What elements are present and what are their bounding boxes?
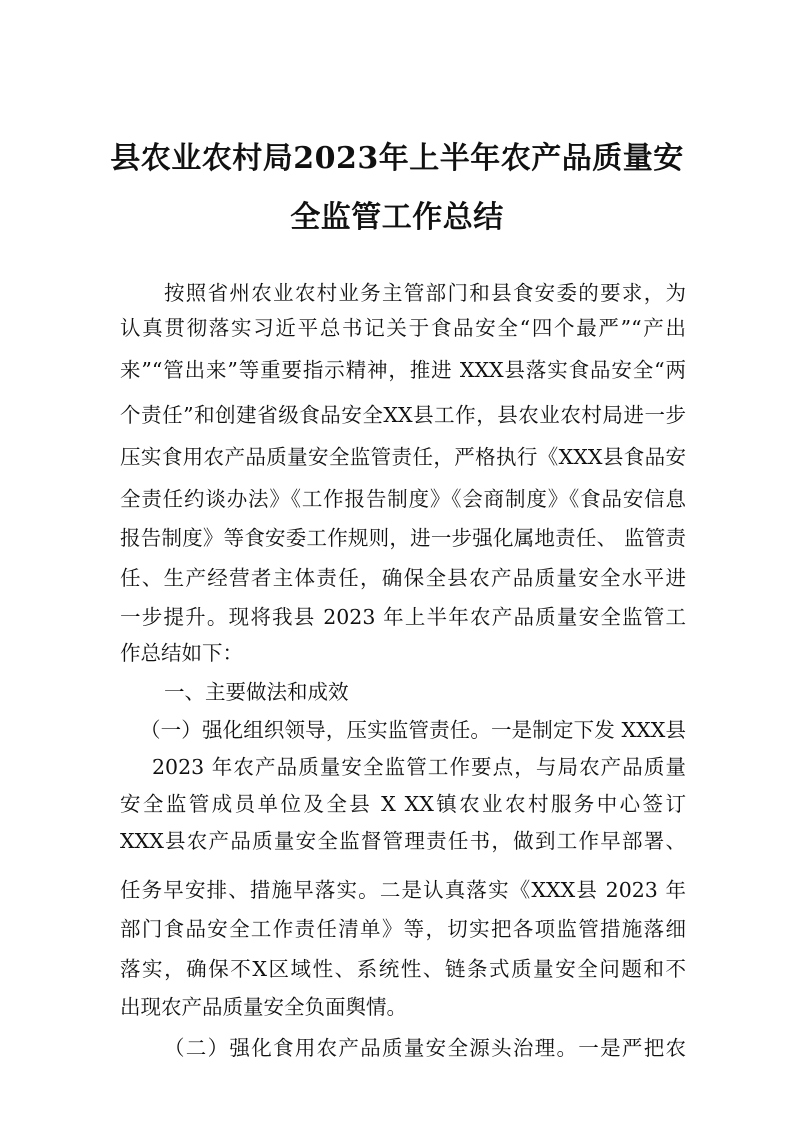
body-line-4: 个责任”和创建省级食品安全XX县工作，县农业农村局进一步: [120, 403, 686, 427]
body-line-8: 任、生产经营者主体责任，确保全县农产品质量安全水平进: [120, 566, 686, 590]
body-line-2: 认真贯彻落实习近平总书记关于食品安全“四个最严”“产出: [120, 316, 686, 340]
body-line-10: 作总结如下：: [120, 641, 243, 665]
body-line-6: 全责任约谈办法》《工作报告制度》《会商制度》《食品安信息: [120, 487, 686, 511]
body-line-17: 部门食品安全工作责任清单》等，切实把各项监管措施落细: [120, 917, 686, 941]
document-title-line-2: 全监管工作总结: [290, 200, 504, 235]
body-line-14: 安全监管成员单位及全县 X XX镇农业农村服务中心签订: [120, 792, 686, 816]
document-title-line-1: 县农业农村局2023年上半年农产品质量安: [110, 141, 684, 176]
body-line-20: （二）强化食用农产品质量安全源头治理。一是严把农: [164, 1036, 686, 1060]
body-line-7: 报告制度》等食安委工作规则，进一步强化属地责任、 监管责: [120, 526, 686, 550]
body-line-1: 按照省州农业农村业务主管部门和县食安委的要求，为: [164, 281, 686, 305]
body-line-12: （一）强化组织领导，压实监管责任。一是制定下发 XXX县: [140, 718, 686, 742]
body-line-3: 来”“管出来”等重要指示精神，推进 XXX县落实食品安全“两: [120, 358, 686, 382]
body-line-16: 任务早安排、措施早落实。二是认真落实《XXX县 2023 年: [120, 878, 686, 902]
body-line-18: 落实，确保不X区域性、系统性、链条式质量安全问题和不: [120, 957, 686, 981]
section-heading-1: 一、主要做法和成效: [164, 680, 349, 704]
body-line-19: 出现农产品质量安全负面舆情。: [120, 995, 407, 1019]
body-line-5: 压实食用农产品质量安全监管责任，严格执行《XXX县食品安: [120, 445, 686, 469]
body-line-15: XXX县农产品质量安全监督管理责任书，做到工作早部署、: [120, 829, 686, 853]
body-line-13: 2023 年农产品质量安全监管工作要点，与局农产品质量: [152, 755, 686, 779]
body-line-9: 一步提升。现将我县 2023 年上半年农产品质量安全监管工: [120, 605, 686, 629]
